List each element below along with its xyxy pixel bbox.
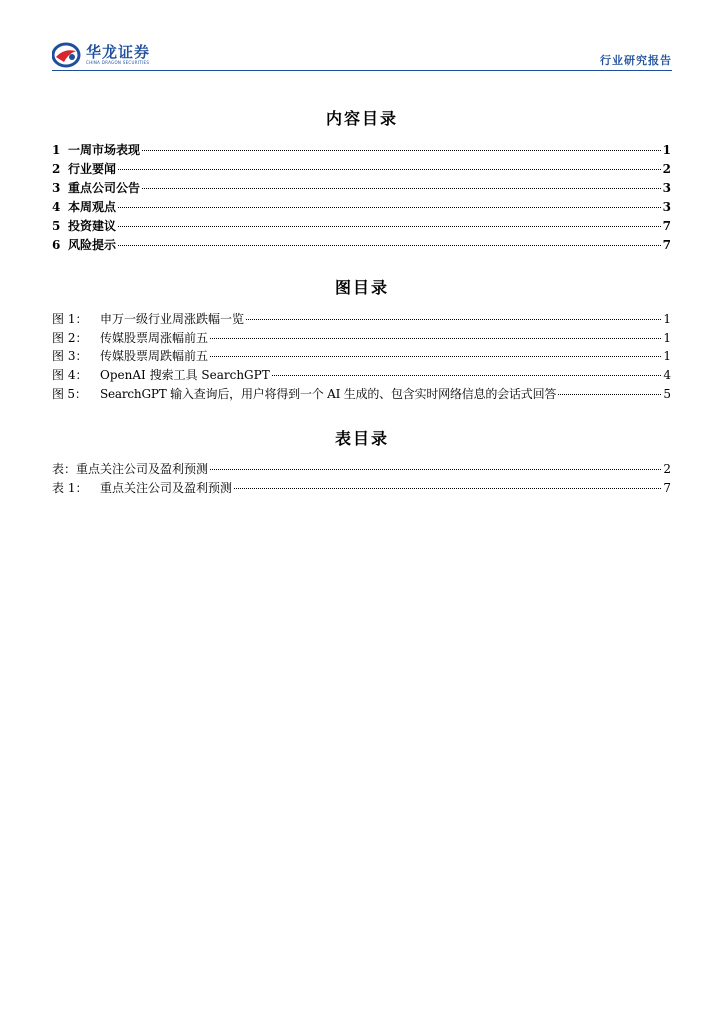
figure-item[interactable]: 图 2： 传媒股票周涨幅前五 1 <box>52 330 671 345</box>
toc-title: 内容目录 <box>325 109 398 128</box>
toc-item[interactable]: 2 行业要闻 2 <box>52 162 671 176</box>
header-divider <box>52 70 672 71</box>
toc-list <box>52 141 671 255</box>
figure-item[interactable]: 图 3： 传媒股票周跌幅前五 1 <box>52 349 671 364</box>
toc-item[interactable]: 4 本周观点 3 <box>52 200 671 214</box>
toc-item[interactable]: 1 一周市场表现 1 <box>52 143 671 157</box>
page-header <box>52 40 672 72</box>
table-list <box>52 460 671 497</box>
table-item[interactable]: 表：重点关注公司及盈利预测 2 <box>52 462 671 476</box>
figure-item[interactable]: 图 1： 申万一级行业周涨跌幅一览 1 <box>52 312 671 326</box>
logo-english-name: CHINA DRAGON SECURITIES <box>86 60 150 65</box>
logo-chinese-name: 华龙证券 <box>86 43 151 61</box>
company-logo <box>52 42 150 68</box>
table-item[interactable]: 表 1： 重点关注公司及盈利预测 7 <box>52 480 671 495</box>
table-list-title: 表目录 <box>334 429 389 448</box>
dragon-logo-icon <box>52 42 82 68</box>
toc-item[interactable]: 5 投资建议 7 <box>52 219 671 233</box>
toc-item[interactable]: 3 重点公司公告 3 <box>52 181 671 195</box>
figure-list-title: 图目录 <box>334 278 389 297</box>
report-type: 行业研究报告 <box>600 54 672 67</box>
figure-item[interactable]: 图 4： OpenAI 搜索工具 SearchGPT 4 <box>52 368 671 383</box>
figure-list <box>52 310 671 403</box>
figure-item[interactable]: 图 5： SearchGPT 输入查询后，用户将得到一个 AI 生成的、包含实时网络信息的会话式回答 5 <box>52 386 671 401</box>
toc-item[interactable]: 6 风险提示 7 <box>52 238 671 252</box>
